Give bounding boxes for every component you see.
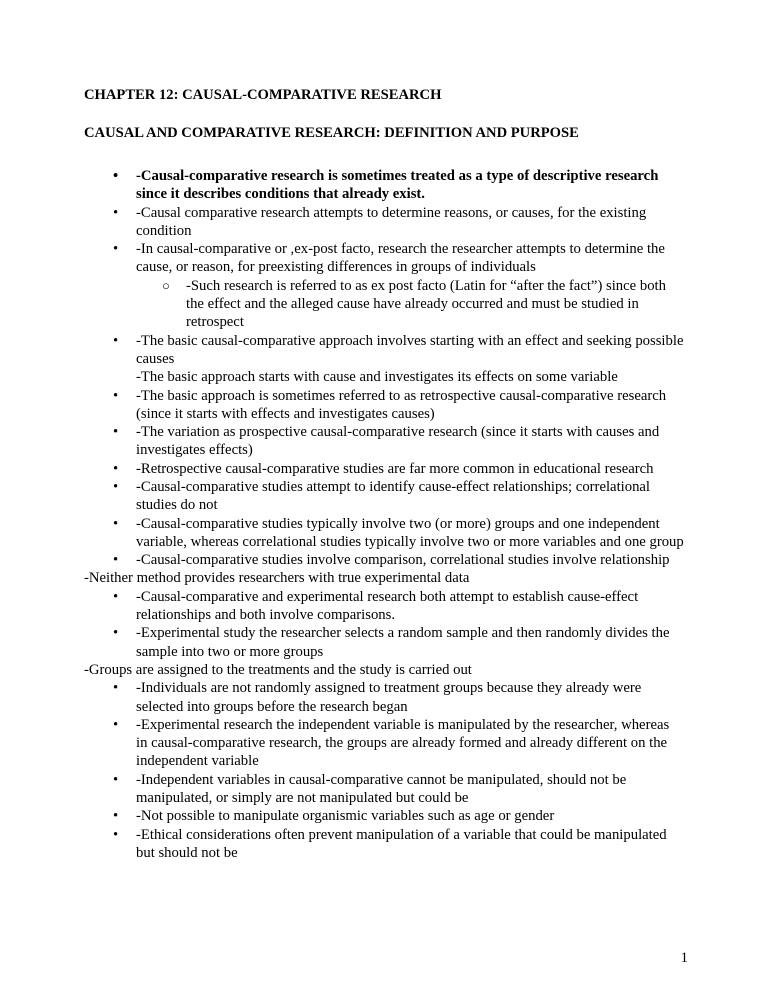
- bullet-marker: •: [113, 771, 119, 788]
- list-item: [84, 478, 684, 515]
- bullet-marker: •: [113, 460, 119, 477]
- bullet-marker: •: [113, 424, 119, 441]
- list-item: [84, 679, 684, 716]
- bullet-marker: •: [113, 387, 119, 404]
- list-item: [84, 167, 684, 204]
- bullet-marker: •: [113, 716, 119, 733]
- item-text: -Retrospective causal-comparative studies are far more common in educational research: [136, 460, 654, 477]
- bullet-marker: •: [113, 478, 119, 495]
- bullet-marker: •: [113, 332, 119, 349]
- list-item: [84, 332, 684, 369]
- list-item: [84, 807, 684, 825]
- flush-paragraph: [84, 661, 684, 679]
- bullet-marker: •: [113, 204, 119, 221]
- item-text: -Causal comparative research attempts to determine reasons, or causes, for the existing condition: [136, 204, 647, 239]
- item-text: -Experimental study the researcher selects a random sample and then randomly divides the sample into two or more groups: [136, 625, 670, 660]
- bullet-marker: •: [113, 625, 119, 642]
- list-item: [84, 716, 684, 771]
- item-text: -Causal-comparative studies typically involve two (or more) groups and one independent variable, whereas correlational studies typically involve two or more variables and one group: [136, 515, 684, 550]
- item-text: -Such research is referred to as ex post facto (Latin for “after the fact”) since both the effect and the alleged cause have already occurred and must be studied in retrospect: [186, 277, 666, 331]
- bullet-marker: •: [113, 588, 119, 605]
- item-text: -Causal-comparative studies involve comparison, correlational studies involve relationship: [136, 552, 670, 569]
- item-text: -Ethical considerations often prevent manipulation of a variable that could be manipulated but should not be: [136, 826, 667, 861]
- bullet-marker: •: [113, 808, 119, 825]
- item-text: -In causal-comparative or ,ex-post facto, research the researcher attempts to determine the cause, or reason, for preexisting differences in groups of individuals: [136, 241, 665, 276]
- page-number: 1: [680, 950, 688, 967]
- item-text: -The basic approach starts with cause and investigates its effects on some variable: [136, 369, 618, 386]
- bullet-marker: •: [113, 552, 119, 569]
- item-text: -Causal-comparative and experimental research both attempt to establish cause-effect relationships and both involve comparisons.: [136, 588, 639, 624]
- list-item: [84, 387, 684, 424]
- section-heading: CAUSAL AND COMPARATIVE RESEARCH: DEFINITION AND PURPOSE: [84, 124, 579, 141]
- list-item: [84, 588, 684, 625]
- chapter-heading: CHAPTER 12: CAUSAL-COMPARATIVE RESEARCH: [84, 87, 442, 103]
- sub-bullet-marker: ○: [162, 277, 170, 293]
- item-text: -Neither method provides researchers with true experimental data: [84, 570, 470, 587]
- item-text: -Not possible to manipulate organismic variables such as age or gender: [136, 808, 555, 825]
- bullet-marker: •: [113, 680, 119, 697]
- list-item-continuation: [84, 368, 684, 386]
- item-text: -Individuals are not randomly assigned to treatment groups because they already were selected into groups before the research began: [136, 680, 642, 715]
- bullet-marker: •: [113, 167, 119, 184]
- item-text: -Causal-comparative research is sometimes treated as a type of descriptive research since it describes conditions that already exist.: [136, 167, 659, 203]
- list-item: [84, 826, 684, 863]
- item-text: -The basic causal-comparative approach involves starting with an effect and seeking possible causes: [136, 332, 684, 367]
- document-body: [84, 86, 684, 862]
- item-text: -Experimental research the independent variable is manipulated by the researcher, whereas in causal-comparative research, the groups are already formed and already different on the independent variable: [136, 716, 670, 770]
- flush-paragraph: [84, 569, 684, 587]
- bullet-marker: •: [113, 826, 119, 843]
- item-text: -Groups are assigned to the treatments and the study is carried out: [84, 661, 472, 678]
- list-item: [84, 423, 684, 460]
- sub-list-item: [84, 277, 684, 332]
- item-text: -Causal-comparative studies attempt to identify cause-effect relationships; correlational studies do not: [136, 478, 651, 514]
- list-item: [84, 771, 684, 808]
- heading-spacer: [84, 143, 684, 167]
- outline-list: [84, 167, 684, 862]
- list-item: [84, 551, 684, 569]
- list-item: [84, 515, 684, 552]
- bullet-marker: •: [113, 515, 119, 532]
- item-text: -The basic approach is sometimes referred to as retrospective causal-comparative research (since it starts with effects and investigates causes): [136, 387, 667, 422]
- item-text: -Independent variables in causal-comparative cannot be manipulated, should not be manipulated, or simply are not manipulated but could be: [136, 771, 627, 807]
- item-text: -The variation as prospective causal-comparative research (since it starts with causes and investigates effects): [136, 424, 660, 459]
- list-item: [84, 624, 684, 661]
- list-item: [84, 460, 684, 478]
- list-item: [84, 240, 684, 277]
- list-item: [84, 204, 684, 241]
- bullet-marker: •: [113, 241, 119, 258]
